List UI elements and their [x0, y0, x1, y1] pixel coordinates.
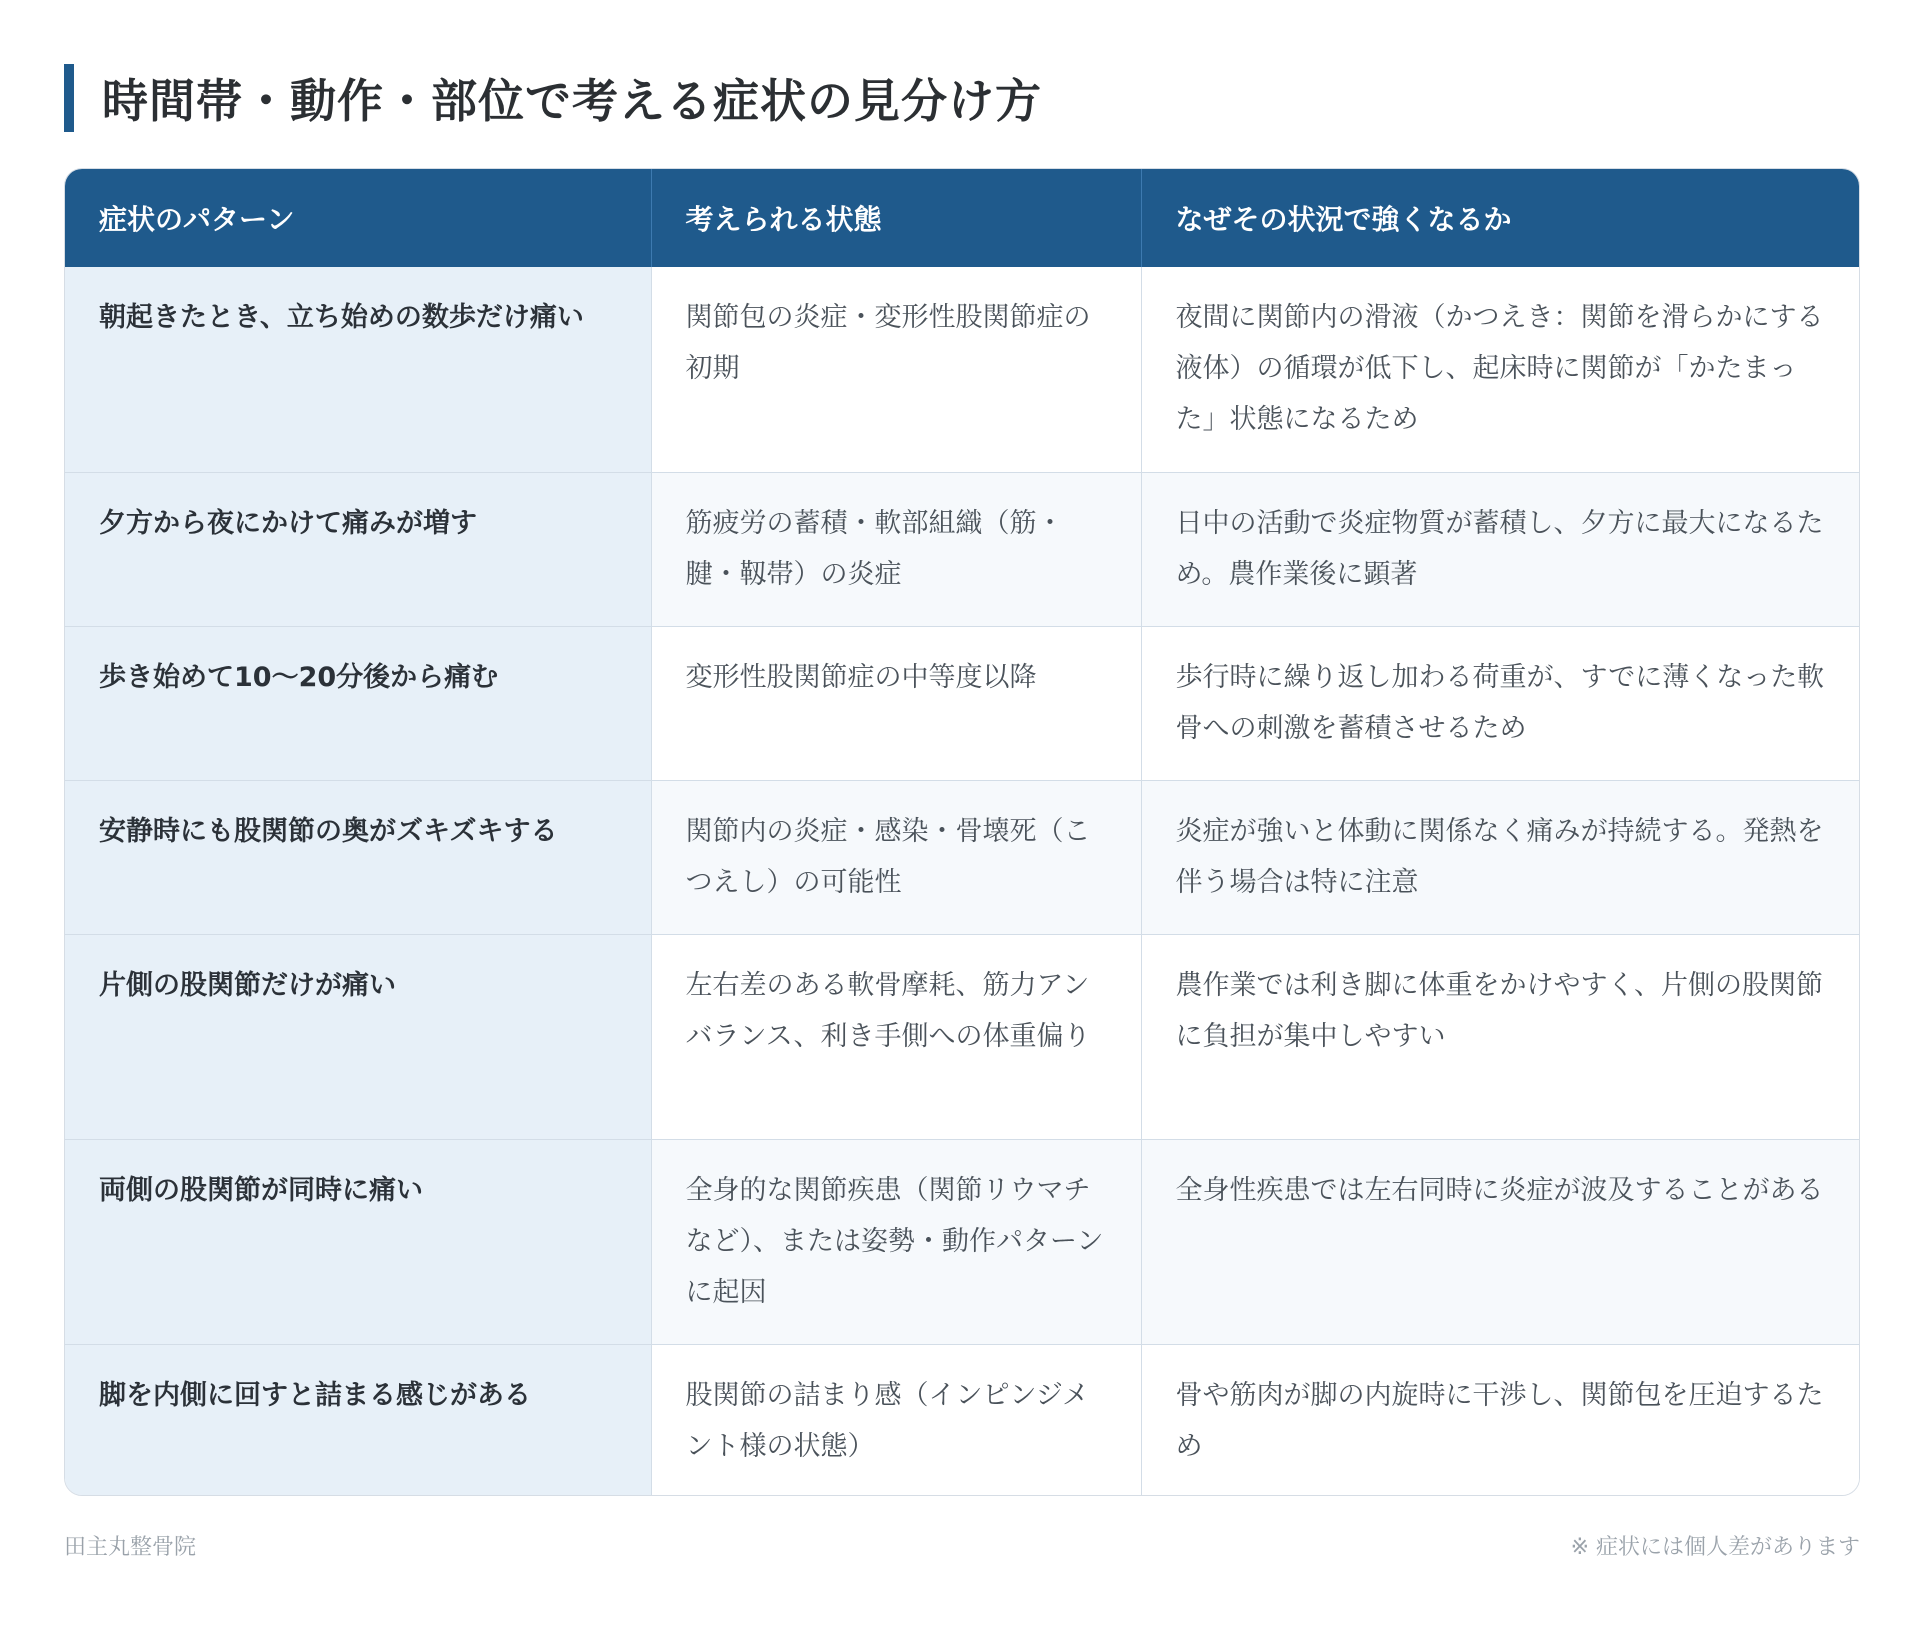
symptom-table-card — [64, 168, 1860, 1496]
table-row — [65, 267, 1860, 472]
cell-state: 左右差のある軟骨摩耗、筋力アンバランス、利き手側への体重偏り — [651, 934, 1141, 1139]
cell-reason: 農作業では利き脚に体重をかけやすく、片側の股関節に負担が集中しやすい — [1141, 934, 1860, 1139]
cell-pattern: 夕方から夜にかけて痛みが増す — [65, 472, 651, 626]
cell-pattern: 朝起きたとき、立ち始めの数歩だけ痛い — [65, 267, 651, 472]
cell-pattern: 脚を内側に回すと詰まる感じがある — [65, 1344, 651, 1496]
cell-state: 関節包の炎症・変形性股関節症の初期 — [651, 267, 1141, 472]
table-row — [65, 1139, 1860, 1344]
cell-state: 関節内の炎症・感染・骨壊死（こつえし）の可能性 — [651, 780, 1141, 934]
cell-reason: 炎症が強いと体動に関係なく痛みが持続する。発熱を伴う場合は特に注意 — [1141, 780, 1860, 934]
clinic-name: 田主丸整骨院 — [64, 1535, 197, 1560]
header-possible-condition: 考えられる状態 — [651, 169, 1141, 267]
cell-reason: 全身性疾患では左右同時に炎症が波及することがある — [1141, 1139, 1860, 1344]
cell-state: 変形性股関節症の中等度以降 — [651, 626, 1141, 780]
table-header — [65, 169, 1860, 267]
header-why-worse: なぜその状況で強くなるか — [1175, 203, 1512, 236]
cell-pattern: 歩き始めて10〜20分後から痛む — [65, 626, 651, 780]
table-row — [65, 934, 1860, 1139]
title-accent-bar — [64, 64, 74, 132]
header-symptom-pattern: 症状のパターン — [65, 169, 651, 267]
symptom-table — [65, 169, 1860, 1496]
cell-state: 股関節の詰まり感（インピンジメント様の状態） — [651, 1344, 1141, 1496]
cell-reason: 夜間に関節内の滑液（かつえき：関節を滑らかにする液体）の循環が低下し、起床時に関節が「かたまった」状態になるため — [1141, 267, 1860, 472]
cell-pattern: 両側の股関節が同時に痛い — [65, 1139, 651, 1344]
table-row — [65, 1344, 1860, 1496]
cell-state: 全身的な関節疾患（関節リウマチなど）、または姿勢・動作パターンに起因 — [651, 1139, 1141, 1344]
title-block — [64, 64, 1042, 132]
table-body — [65, 267, 1860, 1496]
table-row — [65, 780, 1860, 934]
disclaimer-note: ※ 症状には個人差があります — [1570, 1535, 1860, 1560]
cell-reason: 歩行時に繰り返し加わる荷重が、すでに薄くなった軟骨への刺激を蓄積させるため — [1141, 626, 1860, 780]
table-row — [65, 472, 1860, 626]
cell-pattern: 安静時にも股関節の奥がズキズキする — [65, 780, 651, 934]
cell-pattern: 片側の股関節だけが痛い — [65, 934, 651, 1139]
cell-reason: 日中の活動で炎症物質が蓄積し、夕方に最大になるため。農作業後に顕著 — [1141, 472, 1860, 626]
table-header-row — [65, 169, 1860, 267]
table-row — [65, 626, 1860, 780]
cell-reason: 骨や筋肉が脚の内旋時に干渉し、関節包を圧迫するため — [1141, 1344, 1860, 1496]
page-title: 時間帯・動作・部位で考える症状の見分け方 — [102, 74, 1042, 128]
cell-state: 筋疲労の蓄積・軟部組織（筋・腱・靱帯）の炎症 — [651, 472, 1141, 626]
